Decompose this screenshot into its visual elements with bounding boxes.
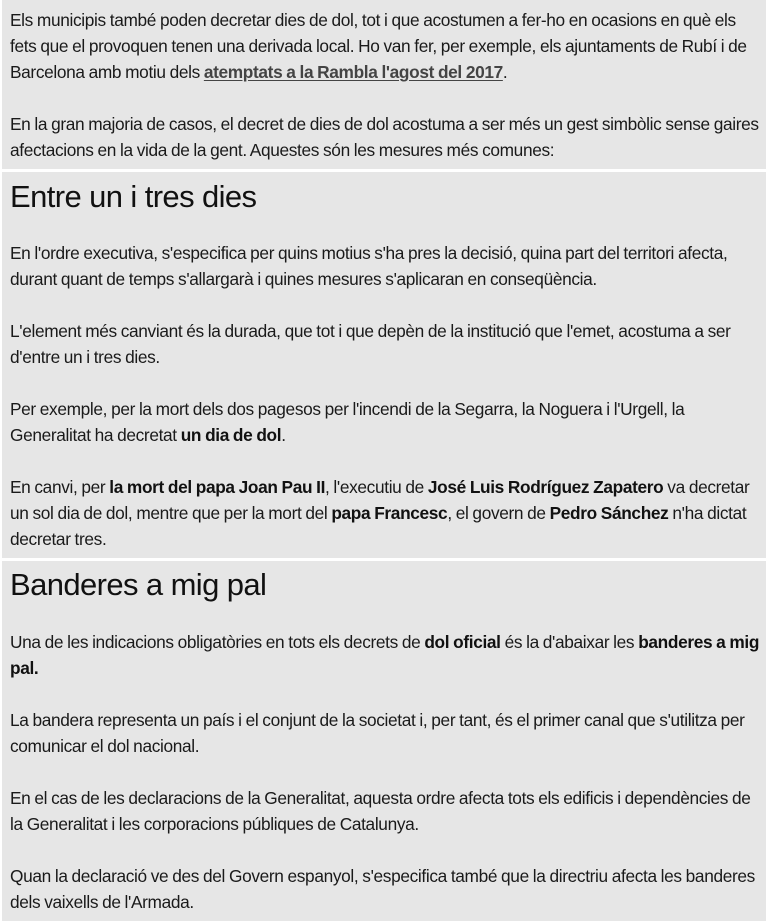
- bold-run: un dia de dol: [180, 425, 282, 445]
- intro-p1-end: .: [502, 62, 508, 82]
- paragraph-ordre-executiva: En l'ordre executiva, s'especifica per quins motius s'ha pres la decisió, quina part del territori afecta, durant quant de temps s'allargarà i quines mesures s'aplicaran en conseqüència.: [10, 243, 728, 289]
- text-run: Una de les indicacions obligatòries en tots els decrets de: [10, 632, 425, 652]
- rambla-attacks-link[interactable]: atemptats a la Rambla l'agost del 2017: [203, 62, 503, 82]
- bold-run: dol oficial: [424, 632, 501, 652]
- text-run: .: [281, 425, 286, 445]
- text-run: Per exemple, per la mort dels dos pagesos per l'incendi de la Segarra, la Noguera i l'Urgell, la Generalitat ha decretat: [10, 399, 685, 445]
- text-run: , l'executiu de: [325, 477, 428, 497]
- bold-run: papa Francesc: [331, 503, 448, 523]
- intro-p1-text: Els municipis també poden decretar dies de dol, tot i que acostumen a fer-ho en ocasions en què els fets que el provoquen tenen una derivada local. Ho van fer, per exemple, els ajuntaments de Rubí i de Barcelona amb motiu dels: [10, 10, 747, 82]
- paragraph-papa: [10, 474, 762, 552]
- intro-paragraph-municipis: [10, 7, 762, 85]
- intro-paragraph-mesures: En la gran majoria de casos, el decret de dies de dol acostuma a ser més un gest simbòlic sense gaires afectacions en la vida de la gent. Aquestes són les mesures més comunes:: [10, 114, 759, 160]
- section-banderes-a-mig-pal: [2, 561, 766, 921]
- section-heading-flags: Banderes a mig pal: [10, 567, 267, 602]
- text-run: En canvi, per: [10, 477, 110, 497]
- text-run: és la d'abaixar les: [500, 632, 639, 652]
- text-run: , el govern de: [447, 503, 550, 523]
- text-run: va decretar un sol dia de dol, mentre que per la mort del: [10, 477, 750, 523]
- bold-run: banderes a mig pal.: [10, 632, 760, 678]
- paragraph-durada: L'element més canviant és la durada, que tot i que depèn de la institució que l'emet, acostuma a ser d'entre un i tres dies.: [10, 321, 731, 367]
- paragraph-govern-espanyol: Quan la declaració ve des del Govern espanyol, s'especifica també que la directriu afecta les banderes dels vaixells de l'Armada.: [10, 866, 755, 912]
- paragraph-bandera: La bandera representa un país i el conjunt de la societat i, per tant, és el primer canal que s'utilitza per comunicar el dol nacional.: [10, 710, 745, 756]
- section-heading-days: Entre un i tres dies: [10, 179, 257, 214]
- bold-run: Pedro Sánchez: [549, 503, 669, 523]
- section-entre-un-i-tres-dies: [2, 172, 766, 558]
- paragraph-generalitat: En el cas de les declaracions de la Generalitat, aquesta ordre afecta tots els edificis i dependències de la Generalitat i les corporacions públiques de Catalunya.: [10, 788, 751, 834]
- bold-run: José Luis Rodríguez Zapatero: [427, 477, 664, 497]
- paragraph-indicacions: [10, 629, 762, 681]
- intro-section: [2, 0, 766, 169]
- bold-run: la mort del papa Joan Pau II: [109, 477, 326, 497]
- text-run: n'ha dictat decretar tres.: [10, 503, 747, 549]
- paragraph-exemple-incendi: [10, 396, 762, 448]
